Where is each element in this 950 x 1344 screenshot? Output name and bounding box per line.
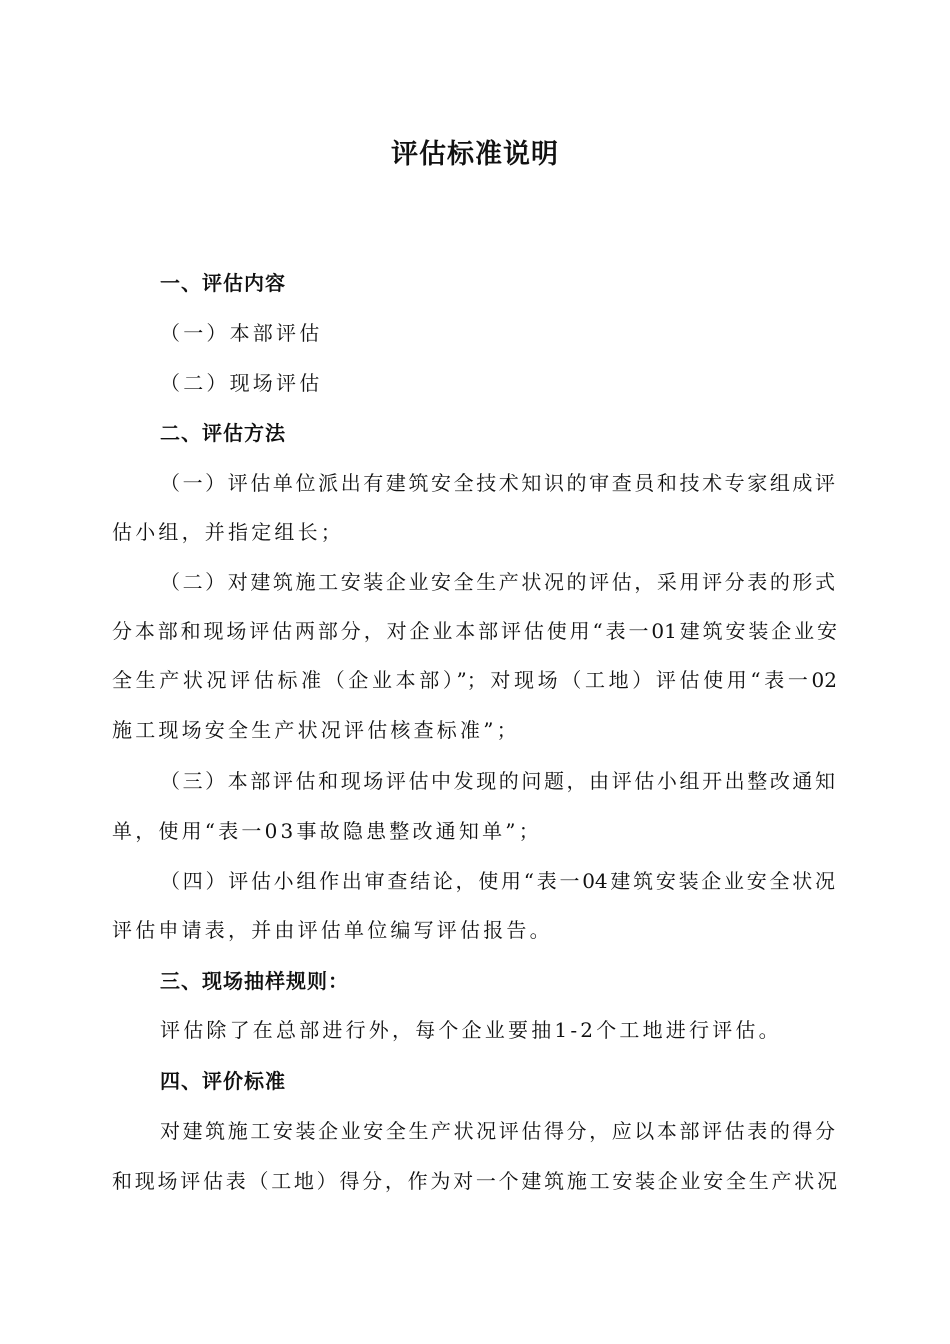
paragraph-line: 评估申请表，并由评估单位编写评估报告。 (112, 918, 553, 942)
paragraph-line: 施工现场安全生产状况评估核查标准”； (112, 718, 520, 742)
paragraph-line: 分本部和现场评估两部分，对企业本部评估使用“表一01建筑安装企业安 (112, 619, 837, 643)
paragraph-line: （二）对建筑施工安装企业安全生产状况的评估，采用评分表的形式 (160, 570, 835, 594)
paragraph-line: （一）评估单位派出有建筑安全技术知识的审查员和技术专家组成评 (160, 471, 835, 495)
paragraph-line: 估小组，并指定组长； (112, 520, 344, 544)
paragraph-line: 对建筑施工安装企业安全生产状况评估得分，应以本部评估表的得分 (160, 1119, 835, 1143)
section-heading-4: 四、评价标准 (160, 1069, 286, 1093)
document-title: 评估标准说明 (391, 139, 559, 170)
item-line: （一）本部评估 (160, 321, 323, 345)
paragraph-line: （三）本部评估和现场评估中发现的问题，由评估小组开出整改通知 (160, 769, 835, 793)
item-line: （二）现场评估 (160, 371, 323, 395)
section-heading-1: 一、评估内容 (160, 271, 286, 295)
paragraph-line: （四）评估小组作出审查结论，使用“表一04建筑安装企业安全状况 (160, 869, 835, 893)
section-heading-3: 三、现场抽样规则： (160, 969, 349, 993)
section-heading-2: 二、评估方法 (160, 421, 286, 445)
paragraph-line: 单，使用“表一03事故隐患整改通知单”； (112, 819, 542, 843)
paragraph-line: 全生产状况评估标准（企业本部）”；对现场（工地）评估使用“表一02 (112, 668, 837, 692)
paragraph-line: 和现场评估表（工地）得分，作为对一个建筑施工安装企业安全生产状况 (112, 1169, 837, 1193)
paragraph-line: 评估除了在总部进行外，每个企业要抽1-2个工地进行评估。 (160, 1018, 782, 1042)
